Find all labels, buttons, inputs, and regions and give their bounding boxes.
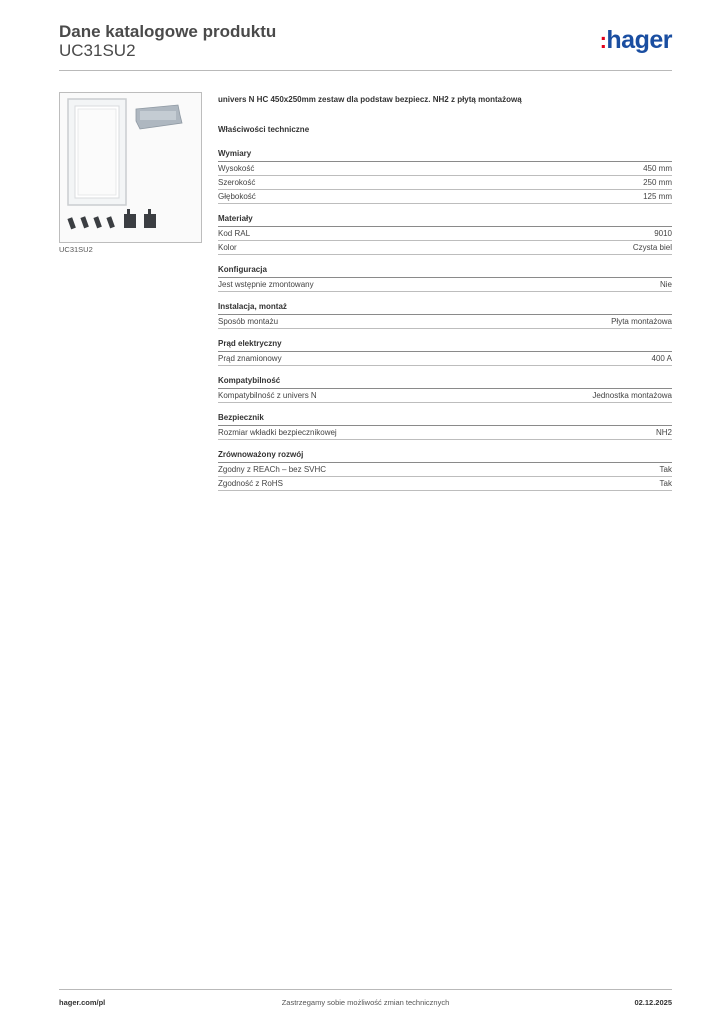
property-label: Jest wstępnie zmontowany [218,280,314,289]
property-label: Głębokość [218,192,256,201]
footer-note: Zastrzegamy sobie możliwość zmian technicznych [281,998,450,1007]
property-row [218,315,672,329]
product-image [59,92,202,243]
property-row [218,227,672,241]
property-value: Nie [659,280,672,289]
property-label: Kod RAL [218,229,251,238]
property-value: NH2 [655,428,672,437]
property-label: Sposób montażu [218,317,279,326]
section-instalacja [218,300,672,329]
property-row [218,176,672,190]
property-value: 9010 [654,229,672,238]
property-label: Zgodny z REACh – bez SVHC [218,465,327,474]
property-label: Kolor [218,243,237,252]
property-label: Zgodność z RoHS [218,479,283,488]
property-row [218,426,672,440]
properties-title: Właściwości techniczne [218,125,310,134]
property-row [218,389,672,403]
property-value: Jednostka montażowa [592,391,672,400]
section-title: Kompatybilność [218,374,672,389]
section-title: Instalacja, montaż [218,300,672,315]
page-footer [59,989,672,1010]
image-caption: UC31SU2 [59,245,93,254]
property-row [218,352,672,366]
section-title: Materiały [218,212,672,227]
section-materialy [218,212,672,255]
property-value: 250 mm [643,178,672,187]
section-konfiguracja [218,263,672,292]
section-title: Konfiguracja [218,263,672,278]
property-row [218,190,672,204]
property-label: Szerokość [218,178,256,187]
section-title: Wymiary [218,147,672,162]
property-row [218,162,672,176]
product-description: univers N HC 450x250mm zestaw dla podstaw bezpiecz. NH2 z płytą montażową [218,95,522,104]
logo-text: hager [606,26,672,54]
property-row [218,463,672,477]
hager-logo: :hager [599,26,672,54]
property-label: Wysokość [218,164,255,173]
section-prad [218,337,672,366]
section-bezpiecznik [218,411,672,440]
property-value: 450 mm [643,164,672,173]
product-code: UC31SU2 [59,41,136,60]
section-title: Prąd elektryczny [218,337,672,352]
property-value: Płyta montażowa [611,317,672,326]
section-kompatybilnosc [218,374,672,403]
property-value: 400 A [651,354,672,363]
section-wymiary [218,147,672,204]
footer-website-link[interactable]: hager.com/pl [59,998,106,1007]
property-row [218,477,672,491]
product-details [218,95,672,499]
property-value: Tak [659,479,672,488]
section-title: Zrównoważony rozwój [218,448,672,463]
property-value: 125 mm [643,192,672,201]
property-label: Kompatybilność z univers N [218,391,317,400]
property-label: Rozmiar wkładki bezpiecznikowej [218,428,337,437]
page-header [59,20,672,71]
property-row [218,241,672,255]
section-zrownowazony-rozwoj [218,448,672,491]
property-value: Tak [659,465,672,474]
product-illustration [60,93,201,242]
page-title: Dane katalogowe produktu [59,22,277,41]
footer-date: 02.12.2025 [634,998,672,1007]
property-label: Prąd znamionowy [218,354,282,363]
section-title: Bezpiecznik [218,411,672,426]
property-value: Czysta biel [632,243,672,252]
property-row [218,278,672,292]
